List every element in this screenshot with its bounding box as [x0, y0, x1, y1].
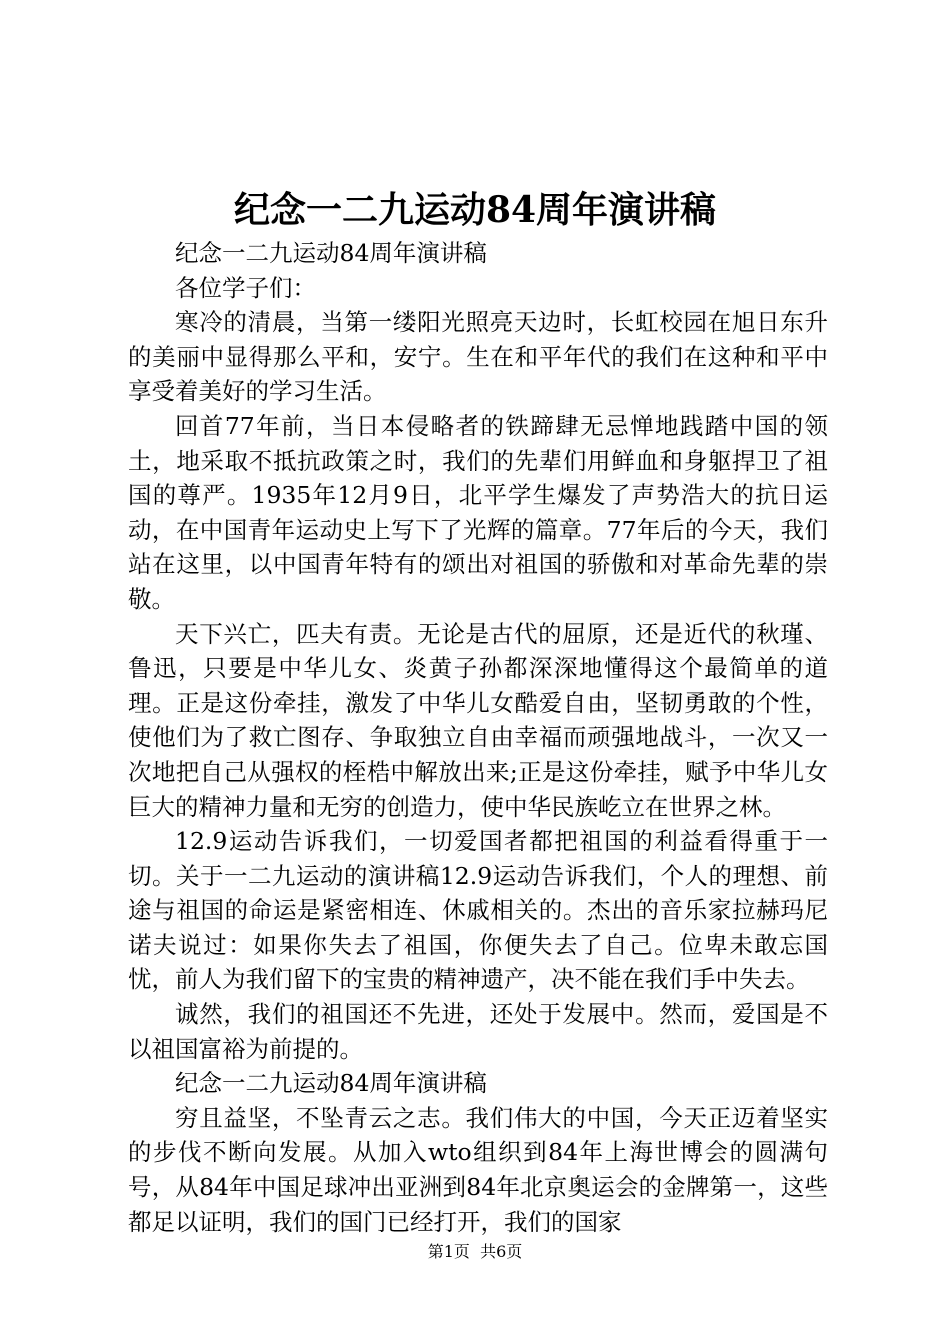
paragraph: 天下兴亡，匹夫有责。无论是古代的屈原，还是近代的秋瑾、鲁迅，只要是中华儿女、炎黄子孙都深深地懂得这个最简单的道理。正是这份牵挂，激发了中华儿女酷爱自由，坚韧勇敢的个性，使他们为了救亡图存、争取独立自由幸福而顽强地战斗，一次又一次地把自己从强权的桎梏中解放出来;正是这份牵挂，赋予中华儿女巨大的精神力量和无穷的创造力，使中华民族屹立在世界之林。	[128, 619, 828, 821]
paragraph: 寒冷的清晨，当第一缕阳光照亮天边时，长虹校园在旭日东升的美丽中显得那么平和，安宁。生在和平年代的我们在这种和平中享受着美好的学习生活。	[128, 308, 828, 406]
page-title: 纪念一二九运动84周年演讲稿	[233, 189, 717, 231]
page-footer	[0, 1240, 950, 1264]
page-total: 共6页	[480, 1242, 523, 1261]
page-number: 第1页	[427, 1242, 470, 1261]
paragraph: 诚然，我们的祖国还不先进，还处于发展中。然而，爱国是不以祖国富裕为前提的。	[128, 1000, 828, 1063]
paragraph: 回首77年前，当日本侵略者的铁蹄肆无忌惮地践踏中国的领土，地采取不抵抗政策之时，我们的先辈们用鲜血和身躯捍卫了祖国的尊严。1935年12月9日，北平学生爆发了声势浩大的抗日运动，在中国青年运动史上写下了光辉的篇章。77年后的今天，我们站在这里，以中国青年特有的颂出对祖国的骄傲和对革命先辈的崇敬。	[128, 411, 828, 613]
document-body	[128, 236, 828, 1239]
paragraph: 12.9运动告诉我们，一切爱国者都把祖国的利益看得重于一切。关于一二九运动的演讲稿12.9运动告诉我们，个人的理想、前途与祖国的命运是紧密相连、休戚相关的。杰出的音乐家拉赫玛尼诺夫说过：如果你失去了祖国，你便失去了自己。位卑未敢忘国忧，前人为我们留下的宝贵的精神遗产，决不能在我们手中失去。	[128, 827, 828, 994]
paragraph: 各位学子们：	[175, 273, 316, 302]
paragraph: 纪念一二九运动84周年演讲稿	[175, 239, 487, 267]
paragraph: 纪念一二九运动84周年演讲稿	[175, 1069, 487, 1098]
paragraph: 穷且益坚，不坠青云之志。我们伟大的中国，今天正迈着坚实的步伐不断向发展。从加入wto组织到84年上海世博会的圆满句号，从84年中国足球冲出亚洲到84年北京奥运会的金牌第一，这些都足以证明，我们的国门已经打开，我们的国家	[128, 1103, 828, 1236]
